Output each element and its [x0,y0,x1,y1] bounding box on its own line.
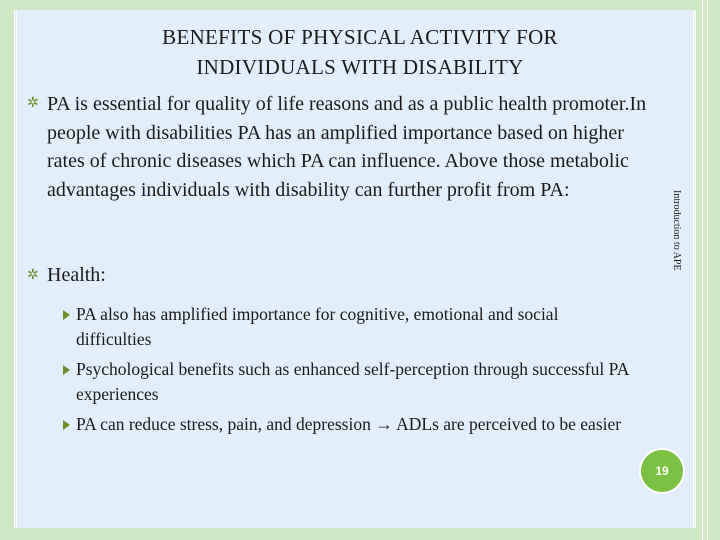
bullet-health: Health: [47,264,106,286]
triangle-bullet-icon [63,365,70,375]
side-label: Introduction to APE [671,190,682,271]
gear-icon: ✲ [27,95,39,111]
sub-bullet-cognitive: PA also has amplified importance for cognitive, emotional and social difficulties [76,304,559,349]
gear-icon: ✲ [27,267,39,283]
triangle-bullet-icon [63,420,70,430]
slide-title [40,22,680,82]
page-number: 19 [639,448,685,494]
decorative-rule [702,0,708,540]
sub-bullet-psychological: Psychological benefits such as enhanced self-perception through successful PA experiences [76,359,629,404]
bullet-pa-essential: PA is essential for quality of life reasons and as a public health promoter.In people with disabilities PA has an amplified importance based on higher rates of chronic diseases which PA can influence. Above those metabolic advantages individuals with disability can further profit from PA: [47,93,647,201]
sub-bullet-stress: PA can reduce stress, pain, and depression → ADLs are perceived to be easier [76,414,622,434]
title-line-1: BENEFITS OF PHYSICAL ACTIVITY FOR [162,25,558,49]
triangle-bullet-icon [63,310,70,320]
title-line-2: INDIVIDUALS WITH DISABILITY [196,55,524,79]
